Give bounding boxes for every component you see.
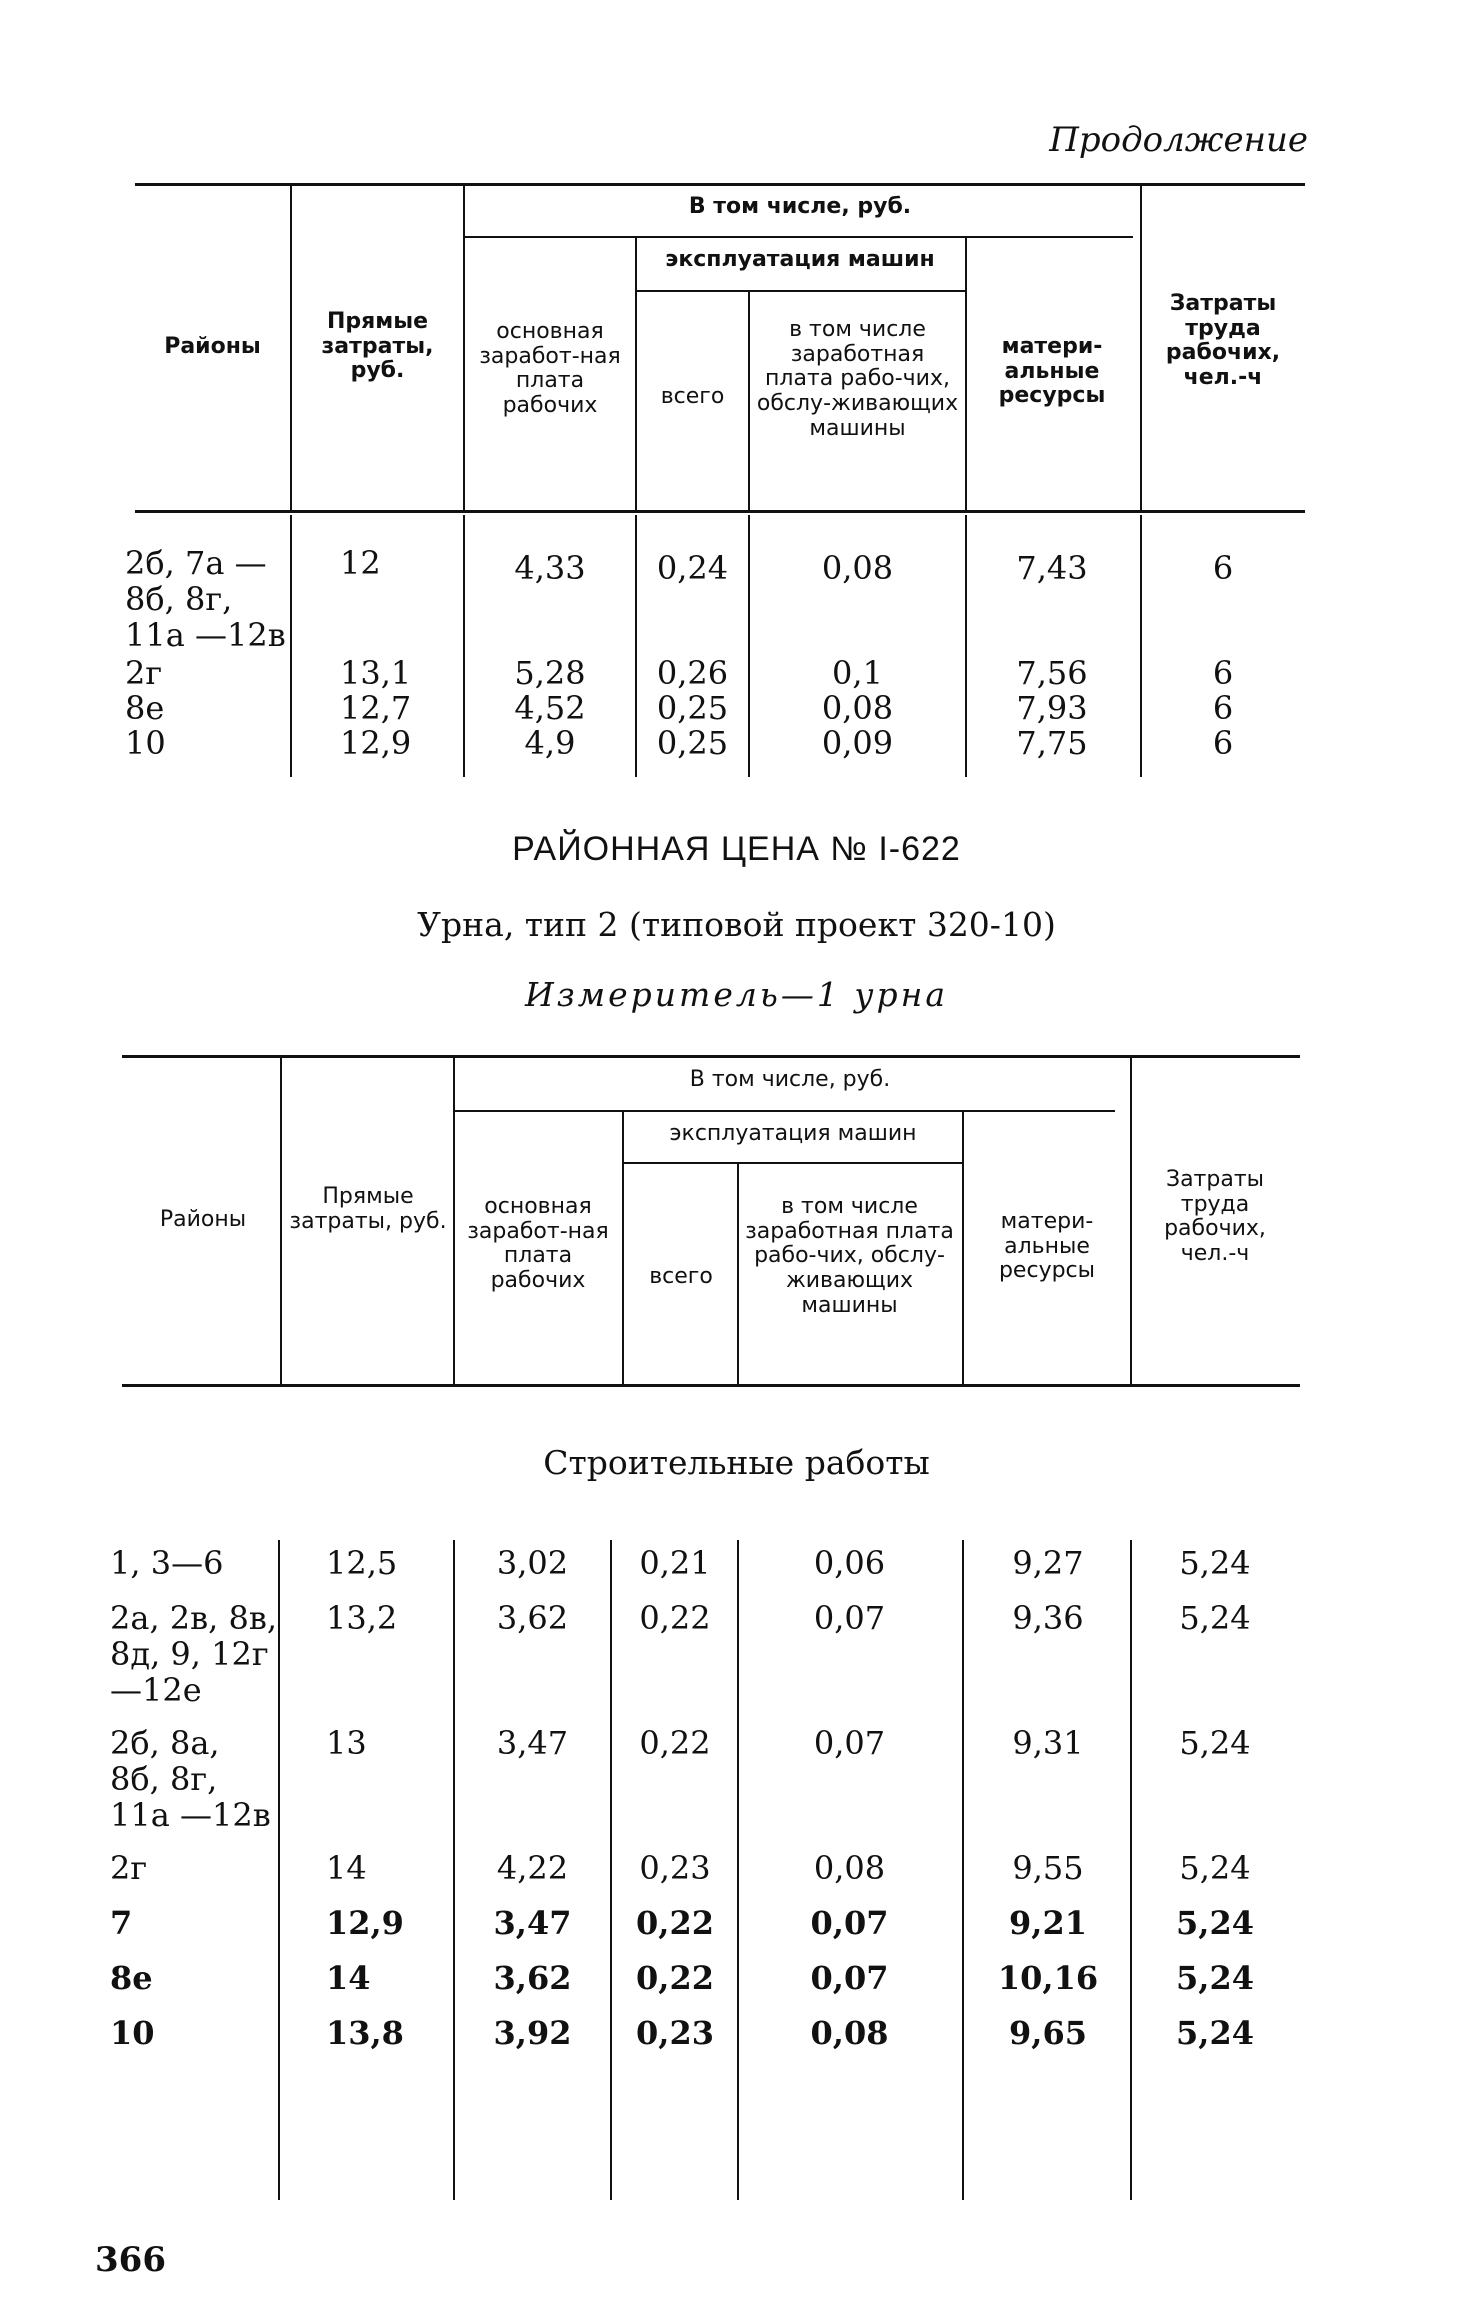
t2-header-rayony: Районы [159, 1207, 247, 1232]
t2-header-vsego: всего [649, 1264, 713, 1289]
t1-cell-direct: 12 [340, 544, 381, 582]
table2-vline [453, 1058, 455, 1384]
t1-header-materialnye: матери-альные ресурсы [998, 334, 1106, 409]
t2-cell-region: 2б, 8а, 8б, 8г, 11а —12в [110, 1724, 271, 1834]
t2-cell-material: 10,16 [997, 1959, 1099, 1997]
t2-cell-region: 2а, 2в, 8в, 8д, 9, 12г —12е [110, 1599, 278, 1709]
t2-header-materialnye: матери-альные ресурсы [998, 1209, 1096, 1284]
t2-cell-total: 0,23 [639, 1849, 711, 1887]
t1-cell-total: 0,25 [656, 689, 729, 727]
table2-body-vline [962, 1540, 964, 2200]
t1-cell-direct: 13,1 [340, 654, 412, 692]
t1-cell-material: 7,75 [1016, 724, 1088, 762]
t1-header-rayony: Районы [164, 334, 261, 359]
t2-header-osnovnaya: основная заработ-ная плата рабочих [467, 1194, 609, 1293]
t2-cell-material: 9,21 [1009, 1904, 1087, 1942]
t2-cell-region: 10 [110, 2014, 155, 2052]
t2-cell-wage: 3,62 [493, 1959, 572, 1997]
t1-cell-machine-wage: 0,09 [821, 724, 894, 762]
page-number: 366 [95, 2240, 166, 2280]
t2-cell-direct: 13,8 [326, 2014, 404, 2052]
table1-body-vline [748, 515, 750, 777]
t1-cell-labor: 6 [1212, 724, 1234, 762]
t2-cell-labor: 5,24 [1176, 1959, 1254, 1997]
t1-header-pryamye: Прямые затраты, руб. [321, 309, 434, 384]
t1-cell-region: 10 [125, 724, 166, 762]
table1-body-vline [1140, 515, 1142, 777]
table2-body-vline [453, 1540, 455, 2200]
table1-vline [1140, 185, 1142, 510]
t1-header-zatraty: Затраты труда рабочих, чел.-ч [1165, 291, 1281, 390]
t1-cell-material: 7,56 [1016, 654, 1088, 692]
table1-subgroup-rule [635, 290, 965, 292]
t2-cell-machine-wage: 0,07 [810, 1959, 889, 1997]
t1-cell-machine-wage: 0,1 [832, 654, 883, 692]
t2-header-v-tom-chisle: В том числе, руб. [689, 1067, 891, 1092]
t2-cell-labor: 5,24 [1179, 1724, 1251, 1762]
t1-cell-material: 7,43 [1016, 549, 1088, 587]
t2-cell-direct: 14 [326, 1959, 371, 1997]
t2-cell-wage: 3,92 [493, 2014, 572, 2052]
t2-cell-machine-wage: 0,07 [813, 1724, 886, 1762]
t1-cell-machine-wage: 0,08 [821, 689, 894, 727]
table2-vline [1130, 1058, 1132, 1384]
t2-cell-direct: 12,9 [326, 1904, 404, 1942]
t2-cell-material: 9,31 [1012, 1724, 1084, 1762]
t1-cell-total: 0,26 [656, 654, 729, 692]
t2-cell-machine-wage: 0,08 [810, 2014, 889, 2052]
section-title: Строительные работы [543, 1443, 930, 1482]
t1-cell-region: 8е [125, 689, 165, 727]
t1-cell-wage: 4,52 [514, 689, 586, 727]
t1-cell-region: 2б, 7а — 8б, 8г, 11а —12в [125, 544, 286, 654]
t2-cell-total: 0,22 [639, 1724, 711, 1762]
table2-body-vline [278, 1540, 280, 2200]
t2-cell-direct: 12,5 [326, 1544, 398, 1582]
t1-cell-direct: 12,9 [340, 724, 412, 762]
t2-cell-region: 7 [110, 1904, 133, 1942]
t2-cell-region: 8е [110, 1959, 153, 1997]
table1-vline [290, 185, 292, 510]
table2-header-rule [122, 1384, 1300, 1387]
t2-cell-wage: 3,47 [496, 1724, 569, 1762]
t2-cell-machine-wage: 0,07 [813, 1599, 886, 1637]
t2-cell-labor: 5,24 [1176, 2014, 1254, 2052]
table1-header-rule [135, 510, 1305, 513]
table1-vline [463, 185, 465, 510]
price-subtitle: Урна, тип 2 (типовой проект 320-10) [417, 905, 1056, 944]
t1-cell-total: 0,25 [656, 724, 729, 762]
t1-cell-labor: 6 [1212, 654, 1234, 692]
t2-cell-total: 0,22 [639, 1599, 711, 1637]
t2-cell-total: 0,22 [636, 1959, 714, 1997]
t2-cell-region: 1, 3—6 [110, 1544, 224, 1582]
t1-header-osnovnaya: основная заработ-ная плата рабочих [479, 319, 621, 418]
table1-vline [635, 238, 637, 510]
t1-header-ekspluatatsiya: эксплуатация машин [665, 247, 935, 272]
t2-cell-machine-wage: 0,06 [813, 1544, 886, 1582]
t2-cell-labor: 5,24 [1176, 1904, 1254, 1942]
table2-top-rule [122, 1055, 1300, 1058]
table1-body-vline [965, 515, 967, 777]
table1-vline [965, 238, 967, 510]
t2-header-pryamye: Прямые затраты, руб. [289, 1184, 447, 1234]
t2-cell-machine-wage: 0,08 [813, 1849, 886, 1887]
table2-vline [737, 1164, 739, 1384]
t2-cell-wage: 3,47 [493, 1904, 572, 1942]
table1-vline [748, 292, 750, 510]
table2-body-vline [610, 1540, 612, 2200]
continuation-label: Продолжение [1049, 120, 1308, 160]
t1-cell-wage: 5,28 [514, 654, 586, 692]
t1-cell-region: 2г [125, 654, 163, 692]
t2-cell-wage: 4,22 [496, 1849, 569, 1887]
t2-cell-material: 9,27 [1012, 1544, 1084, 1582]
t2-header-zatraty: Затраты труда рабочих, чел.-ч [1164, 1167, 1266, 1266]
table1-body-vline [463, 515, 465, 777]
t2-cell-total: 0,23 [636, 2014, 714, 2052]
t1-cell-material: 7,93 [1016, 689, 1088, 727]
table2-subgroup-rule [622, 1162, 962, 1164]
t1-header-vsego: всего [660, 384, 725, 409]
measure-unit: Измеритель—1 урна [524, 975, 948, 1014]
t2-cell-total: 0,22 [636, 1904, 714, 1942]
table1-body-vline [635, 515, 637, 777]
table2-body-vline [1130, 1540, 1132, 2200]
table2-vline [622, 1112, 624, 1384]
table2-body-vline [737, 1540, 739, 2200]
t1-cell-direct: 12,7 [340, 689, 412, 727]
table2-vline [280, 1058, 282, 1384]
price-title: РАЙОННАЯ ЦЕНА № I-622 [512, 830, 961, 868]
t2-cell-direct: 14 [326, 1849, 367, 1887]
t2-cell-wage: 3,62 [496, 1599, 569, 1637]
table1-top-rule [135, 183, 1305, 186]
t2-cell-material: 9,55 [1012, 1849, 1084, 1887]
t2-cell-region: 2г [110, 1849, 148, 1887]
t1-header-v-tom-chisle-zp: в том числе заработная плата рабо-чих, обслу-живающих машины [756, 317, 959, 441]
t2-cell-machine-wage: 0,07 [810, 1904, 889, 1942]
t2-cell-direct: 13 [326, 1724, 367, 1762]
t1-cell-wage: 4,33 [514, 549, 586, 587]
t2-cell-material: 9,65 [1009, 2014, 1087, 2052]
t2-header-ekspluatatsiya: эксплуатация машин [669, 1121, 917, 1146]
table1-body-vline [290, 515, 292, 777]
table2-vline [962, 1112, 964, 1384]
table1-group-rule [463, 236, 1133, 238]
table2-group-rule [453, 1110, 1115, 1112]
t1-cell-wage: 4,9 [524, 724, 576, 762]
t1-cell-total: 0,24 [656, 549, 729, 587]
t1-cell-machine-wage: 0,08 [821, 549, 894, 587]
t1-cell-labor: 6 [1212, 549, 1234, 587]
t2-cell-wage: 3,02 [496, 1544, 569, 1582]
t1-cell-labor: 6 [1212, 689, 1234, 727]
t2-cell-labor: 5,24 [1179, 1599, 1251, 1637]
t2-cell-total: 0,21 [639, 1544, 711, 1582]
t2-cell-material: 9,36 [1012, 1599, 1084, 1637]
t2-header-v-tom-chisle-zp: в том числе заработная плата рабо-чих, обслу-живающих машины [745, 1194, 954, 1318]
t1-header-v-tom-chisle: В том числе, руб. [688, 194, 912, 219]
t2-cell-labor: 5,24 [1179, 1849, 1251, 1887]
t2-cell-labor: 5,24 [1179, 1544, 1251, 1582]
t2-cell-direct: 13,2 [326, 1599, 398, 1637]
